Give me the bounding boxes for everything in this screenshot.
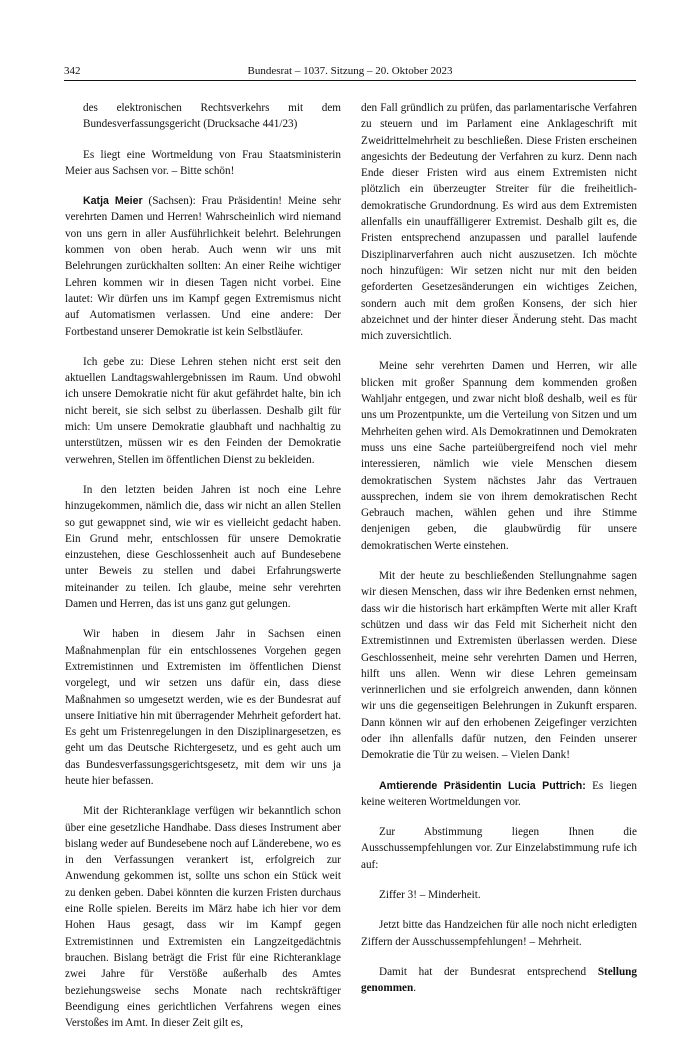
header-title: Bundesrat – 1037. Sitzung – 20. Oktober 2023 (247, 65, 453, 77)
paragraph: Mit der Richteranklage verfügen wir bekanntlich schon über eine gesetzliche Handhabe. Dass dieses Instrument aber bislang weder auf Bundesebene noch auf Länderebene, wo es in den Verfassungen verankert ist, erfolgreich zur Anwendung gekommen ist, sollte uns schon ein Stück weit zu denken geben. Dabei könnten die kurzen Fristen durchaus eine Rolle spielen. Bereits im März habe ich hier vor dem Hohen Haus gesagt, dass wir im Kampf gegen Extremistinnen und Extremisten ein Langzeitgedächtnis brauchen. Bislang beträgt die Frist für eine Richteranklage zwei Jahre für Verstöße außerhalb des Amtes beziehungsweise sechs Monate nach rechtskräftiger Beendigung eines gerichtlichen Verfahrens wegen eines Verstoßes im Amt. In dieser Zeit gilt es, (65, 805, 341, 1030)
page-number: 342 (64, 65, 81, 77)
paragraph: In den letzten beiden Jahren ist noch eine Lehre hinzugekommen, nämlich die, dass wir nicht an allen Stellen so gut gewappnet sind, wie wir es vielleicht gedacht haben. Ein Grund mehr, entschlossen für unsere Demokratie einzustehen, diese Geschlossenheit auch auf Bundesebene unter Beweis zu stellen und dabei Erfahrungswerte miteinander zu teilen. Ich glaube, meine sehr verehrten Damen und Herren, das ist uns ganz gut gelungen. (65, 483, 341, 611)
speaker-name: Amtierende Präsidentin Lucia Puttrich: (379, 779, 586, 792)
right-column (361, 100, 637, 1011)
paragraph: Ich gebe zu: Diese Lehren stehen nicht erst seit den aktuellen Landtagswahlergebnissen im Raum. Und obwohl ich unsere Demokratie nicht für akut gefährdet halte, bin ich nicht bereit, sie sich selbst zu überlassen. Deshalb gilt für mich: Um unsere Demokratie glaubhaft und nachhaltig zu unterstützen, müssen wir es den Feinden der Demokratie verwehren, Stellen im öffentlichen Dienst zu bekleiden. (65, 355, 341, 466)
speaker-name: Katja Meier (83, 195, 143, 208)
paragraph: Wir haben in diesem Jahr in Sachsen einen Maßnahmenplan für ein entschlossenes Vorgehen gegen Extremistinnen und Extremisten im öffentlichen Dienst vorgelegt, und wir setzen uns dafür ein, dass diese Maßnahmen so umgesetzt werden, wie es der Bundesrat auf unsere Initiative hin mit überragender Mehrheit gefordert hat. Es geht um Fristenregelungen in den Disziplinargesetzen, es geht um das Deutsche Richtergesetz, und es geht auch um das Bundesverfassungsgerichtsgesetz, mit dem wir uns ja heute hier befassen. (65, 628, 341, 787)
header-rule (64, 80, 636, 81)
speech-paragraph (65, 193, 341, 340)
paragraph: Es liegt eine Wortmeldung von Frau Staatsministerin Meier aus Sachsen vor. – Bitte schön! (65, 148, 341, 177)
speech-text: Es liegen keine weiteren Wortmeldungen vor. (361, 779, 637, 808)
speech-paragraph (361, 778, 637, 811)
paragraph: den Fall gründlich zu prüfen, das parlamentarische Verfahren zu steuern und im Parlament eine Anklageschrift mit Zweidrittelmehrheit zu beschließen. Diese Fristen erscheinen angesichts der Bedeutung der Verfahren zu kurz. Denn nach Ende dieser Fristen wird aus einem Extremisten nicht plötzlich ein überzeugter Streiter für die freiheitlich-demokratische Grundordnung. Es wird aus dem Extremisten allenfalls ein unauffälligerer Extremist. Deshalb gilt es, die Fristen entsprechend anzupassen und parallel laufende Disziplinarverfahren auch nicht auszusetzen. Ich möchte noch hinzufügen: Wir setzen nicht nur mit den beiden geforderten Gesetzesänderungen ein wichtiges Zeichen, sondern auch mit dem großen Konsens, der sich hier abzeichnet und der hinter dieser Änderung steht. Das macht mich zuversichtlich. (361, 102, 637, 343)
emphasis-text: Stellung genommen (361, 965, 637, 995)
left-column (65, 100, 341, 1045)
paragraph: des elektronischen Rechtsverkehrs mit dem Bundesverfassungsgericht (Drucksache 441/23) (83, 102, 341, 131)
page-header (64, 63, 636, 79)
paragraph: Meine sehr verehrten Damen und Herren, wir alle blicken mit großer Spannung dem kommenden großen Wahljahr entgegen, und zwar nicht bloß deshalb, weil es für uns um Prozentpunkte, um die Verteilung von Sitzen und um Mehrheiten gehen wird. Als Demokratinnen und Demokraten muss uns eine Sache parteiübergreifend noch viel mehr interessieren, nämlich wie viele Menschen diesem demokratischen System nächstes Jahr das Vertrauen aussprechen, indem sie von ihrem demokratischen Recht Gebrauch machen, wählen gehen und ihre Stimme denjenigen geben, die glaubwürdig für unsere demokratischen Werte einstehen. (361, 360, 637, 552)
speech-text: (Sachsen): Frau Präsidentin! Meine sehr verehrten Damen und Herren! Wahrscheinlich wird niemand von uns gern in aller Ausführlichkeit belehrt. Belehrungen kommen von oben herab. Auch wenn wir uns mit Belehrungen zurückhalten sollten: An einer Reihe wichtiger Lehren kommen wir in diesen Tagen nicht vorbei. Eine lautet: Wir dürfen uns im Kampf gegen Extremismus nicht auf Automatismen verlassen. Und eine andere: Der Fortbestand unserer Demokratie ist kein Selbstläufer. (65, 195, 341, 338)
paragraph (361, 964, 637, 997)
paragraph: Ziffer 3! – Minderheit. (379, 889, 481, 902)
text-run: . (413, 982, 416, 995)
paragraph: Zur Abstimmung liegen Ihnen die Ausschussempfehlungen vor. Zur Einzelabstimmung rufe ich auf: (361, 826, 637, 871)
paragraph: Mit der heute zu beschließenden Stellungnahme sagen wir diesen Menschen, dass wir ihre Bedenken ernst nehmen, dass wir die historisch hart erkämpften Werte mit aller Kraft schützen und dass wir das Feld mit Sicherheit nicht den Extremistinnen und Extremisten überlassen werden. Diese Geschlossenheit, meine sehr verehrten Damen und Herren, hilft uns allen. Wenn wir diese Lehren gemeinsam verinnerlichen und sie erfolgreich anwenden, dann können wir uns die gegenseitigen Belehrungen in Zukunft ersparen. Dann können wir auf den erhobenen Zeigefinger verzichten oder ihn allenfalls dafür nutzen, den Feinden unserer Demokratie die Tür zu weisen. – Vielen Dank! (361, 570, 637, 762)
text-run: Damit hat der Bundesrat entsprechend (379, 965, 598, 978)
paragraph: Jetzt bitte das Handzeichen für alle noch nicht erledigten Ziffern der Ausschussempfehlungen! – Mehrheit. (361, 919, 637, 948)
